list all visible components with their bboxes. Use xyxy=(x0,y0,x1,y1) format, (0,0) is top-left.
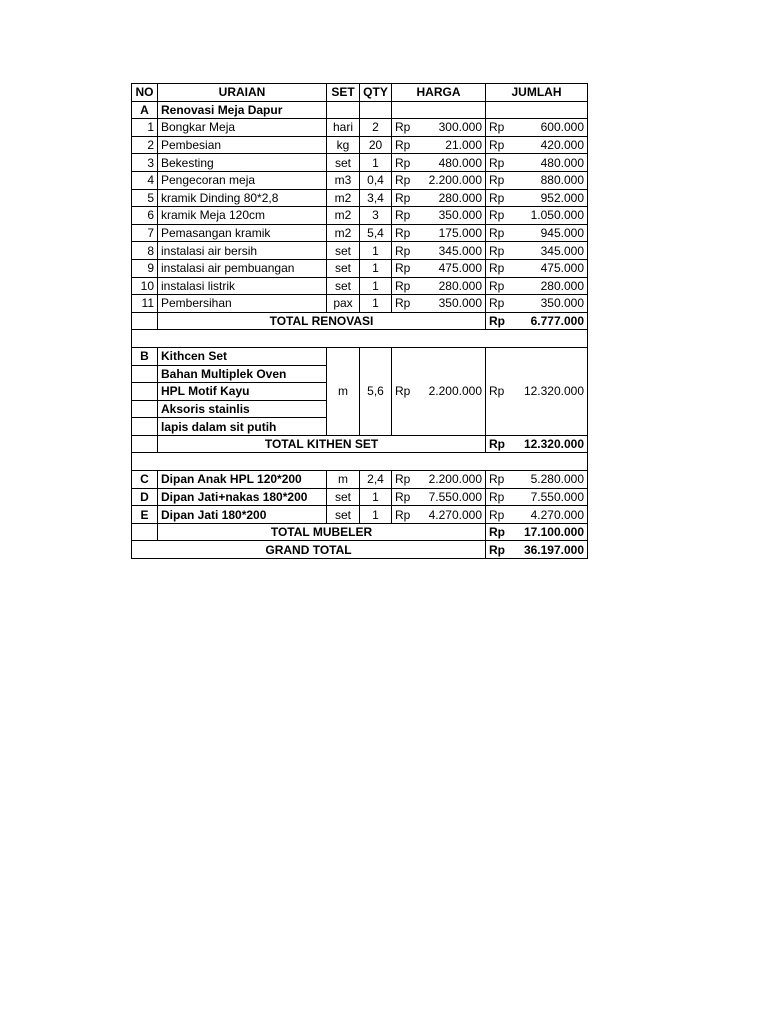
cost-table xyxy=(131,83,588,559)
currency: Rp xyxy=(395,190,411,205)
currency: Rp xyxy=(489,489,505,504)
table-row xyxy=(132,171,588,189)
table-row xyxy=(132,277,588,295)
currency: Rp xyxy=(395,243,411,258)
row-no: 11 xyxy=(132,295,158,313)
total-mubeler-value: 17.100.000 xyxy=(523,525,584,540)
row-set: m2 xyxy=(327,224,360,242)
row-no: 5 xyxy=(132,189,158,207)
row-no: 8 xyxy=(132,242,158,260)
row-jumlah: 5.280.000 xyxy=(530,472,584,487)
row-harga: 300.000 xyxy=(438,120,482,135)
section-a-total xyxy=(132,312,588,347)
section-totals xyxy=(132,523,588,558)
section-a xyxy=(132,101,588,312)
section-b-qty: 5,6 xyxy=(360,347,392,435)
currency: Rp xyxy=(395,226,411,241)
section-b-item: Kithcen Set xyxy=(158,347,327,365)
total-mubeler-row xyxy=(132,523,588,541)
currency: Rp xyxy=(489,190,505,205)
currency: Rp xyxy=(395,120,411,135)
row-uraian: Bekesting xyxy=(158,154,327,172)
row-qty: 1 xyxy=(360,488,392,506)
row-harga: 350.000 xyxy=(438,208,482,223)
row-set: set xyxy=(327,259,360,277)
section-mubeler xyxy=(132,471,588,524)
row-jumlah: 350.000 xyxy=(540,296,584,311)
total-mubeler-label: TOTAL MUBELER xyxy=(158,523,486,541)
row-qty: 1 xyxy=(360,154,392,172)
row-set: set xyxy=(327,154,360,172)
currency: Rp xyxy=(395,472,411,487)
row-no: E xyxy=(132,506,158,524)
table-row xyxy=(132,471,588,489)
row-jumlah: 7.550.000 xyxy=(530,489,584,504)
section-b-harga: 2.200.000 xyxy=(428,384,482,399)
row-no: 4 xyxy=(132,171,158,189)
row-qty: 5,4 xyxy=(360,224,392,242)
currency: Rp xyxy=(395,384,411,399)
row-no: C xyxy=(132,471,158,489)
section-b-row xyxy=(132,347,588,365)
row-qty: 20 xyxy=(360,136,392,154)
row-uraian: kramik Meja 120cm xyxy=(158,207,327,225)
row-harga: 2.200.000 xyxy=(428,472,482,487)
total-kitchen-row xyxy=(132,435,588,453)
currency: Rp xyxy=(395,489,411,504)
row-set: set xyxy=(327,506,360,524)
row-qty: 3 xyxy=(360,207,392,225)
row-uraian: Dipan Jati+nakas 180*200 xyxy=(158,488,327,506)
total-renovasi-row xyxy=(132,312,588,330)
row-no: 7 xyxy=(132,224,158,242)
row-jumlah: 600.000 xyxy=(540,120,584,135)
header-uraian: URAIAN xyxy=(158,84,327,102)
currency: Rp xyxy=(395,278,411,293)
row-uraian: instalasi air pembuangan xyxy=(158,259,327,277)
currency: Rp xyxy=(395,208,411,223)
row-uraian: Dipan Anak HPL 120*200 xyxy=(158,471,327,489)
currency: Rp xyxy=(395,155,411,170)
row-jumlah: 4.270.000 xyxy=(530,507,584,522)
section-a-title-row xyxy=(132,101,588,119)
section-b-item: lapis dalam sit putih xyxy=(158,418,327,436)
currency: Rp xyxy=(489,314,505,329)
row-set: set xyxy=(327,277,360,295)
row-harga: 280.000 xyxy=(438,278,482,293)
row-harga: 345.000 xyxy=(438,243,482,258)
section-b-jumlah: 12.320.000 xyxy=(523,384,584,399)
row-qty: 2 xyxy=(360,119,392,137)
table-row xyxy=(132,136,588,154)
currency: Rp xyxy=(395,138,411,153)
table-row xyxy=(132,154,588,172)
row-jumlah: 345.000 xyxy=(540,243,584,258)
row-qty: 1 xyxy=(360,242,392,260)
row-set: kg xyxy=(327,136,360,154)
row-uraian: instalasi listrik xyxy=(158,277,327,295)
row-harga: 350.000 xyxy=(438,296,482,311)
header-no: NO xyxy=(132,84,158,102)
row-set: pax xyxy=(327,295,360,313)
section-a-code: A xyxy=(132,101,158,119)
section-b-set: m xyxy=(327,347,360,435)
currency: Rp xyxy=(395,296,411,311)
currency: Rp xyxy=(395,507,411,522)
row-jumlah: 945.000 xyxy=(540,226,584,241)
row-no: 6 xyxy=(132,207,158,225)
row-no: 3 xyxy=(132,154,158,172)
row-jumlah: 1.050.000 xyxy=(530,208,584,223)
row-harga: 280.000 xyxy=(438,190,482,205)
spacer-row xyxy=(132,330,588,348)
row-no: 2 xyxy=(132,136,158,154)
row-uraian: instalasi air bersih xyxy=(158,242,327,260)
header-row xyxy=(132,84,588,102)
header-qty: QTY xyxy=(360,84,392,102)
row-set: m3 xyxy=(327,171,360,189)
table-row xyxy=(132,259,588,277)
row-set: set xyxy=(327,242,360,260)
table-row xyxy=(132,189,588,207)
currency: Rp xyxy=(489,208,505,223)
currency: Rp xyxy=(489,542,505,557)
row-harga: 480.000 xyxy=(438,155,482,170)
currency: Rp xyxy=(489,261,505,276)
row-harga: 21.000 xyxy=(445,138,482,153)
row-uraian: Pemasangan kramik xyxy=(158,224,327,242)
section-b-item: HPL Motif Kayu xyxy=(158,383,327,401)
row-no: 10 xyxy=(132,277,158,295)
grand-total-row xyxy=(132,541,588,559)
currency: Rp xyxy=(489,472,505,487)
currency: Rp xyxy=(489,120,505,135)
header-set: SET xyxy=(327,84,360,102)
row-harga: 475.000 xyxy=(438,261,482,276)
section-b xyxy=(132,347,588,470)
grand-total-label: GRAND TOTAL xyxy=(132,541,486,559)
section-b-code: B xyxy=(132,347,158,365)
table-row xyxy=(132,224,588,242)
row-no: D xyxy=(132,488,158,506)
header-harga: HARGA xyxy=(392,84,486,102)
row-harga: 2.200.000 xyxy=(428,173,482,188)
currency: Rp xyxy=(489,384,505,399)
row-qty: 0,4 xyxy=(360,171,392,189)
grand-total-value: 36.197.000 xyxy=(523,542,584,557)
currency: Rp xyxy=(489,226,505,241)
row-qty: 1 xyxy=(360,259,392,277)
row-jumlah: 952.000 xyxy=(540,190,584,205)
total-renovasi-label: TOTAL RENOVASI xyxy=(158,312,486,330)
row-no: 1 xyxy=(132,119,158,137)
table-row xyxy=(132,119,588,137)
cost-estimate-sheet xyxy=(131,83,588,559)
row-qty: 1 xyxy=(360,295,392,313)
row-set: m2 xyxy=(327,189,360,207)
table-row xyxy=(132,295,588,313)
total-kitchen-value: 12.320.000 xyxy=(523,437,584,452)
currency: Rp xyxy=(489,243,505,258)
row-qty: 1 xyxy=(360,277,392,295)
currency: Rp xyxy=(395,261,411,276)
spacer-row xyxy=(132,453,588,471)
row-qty: 3,4 xyxy=(360,189,392,207)
currency: Rp xyxy=(489,138,505,153)
table-row xyxy=(132,207,588,225)
total-kitchen-label: TOTAL KITHEN SET xyxy=(158,435,486,453)
row-jumlah: 880.000 xyxy=(540,173,584,188)
currency: Rp xyxy=(489,507,505,522)
row-uraian: Bongkar Meja xyxy=(158,119,327,137)
row-jumlah: 420.000 xyxy=(540,138,584,153)
row-set: hari xyxy=(327,119,360,137)
row-set: m xyxy=(327,471,360,489)
row-qty: 1 xyxy=(360,506,392,524)
currency: Rp xyxy=(489,173,505,188)
currency: Rp xyxy=(395,173,411,188)
row-uraian: Pembersihan xyxy=(158,295,327,313)
row-set: set xyxy=(327,488,360,506)
row-harga: 4.270.000 xyxy=(428,507,482,522)
section-a-title: Renovasi Meja Dapur xyxy=(158,101,327,119)
section-b-item: Aksoris stainlis xyxy=(158,400,327,418)
row-no: 9 xyxy=(132,259,158,277)
currency: Rp xyxy=(489,525,505,540)
currency: Rp xyxy=(489,278,505,293)
table-row xyxy=(132,488,588,506)
header-jumlah: JUMLAH xyxy=(486,84,588,102)
row-set: m2 xyxy=(327,207,360,225)
row-uraian: Pembesian xyxy=(158,136,327,154)
row-uraian: Pengecoran meja xyxy=(158,171,327,189)
row-jumlah: 280.000 xyxy=(540,278,584,293)
total-renovasi-value: 6.777.000 xyxy=(530,314,584,329)
currency: Rp xyxy=(489,296,505,311)
row-harga: 175.000 xyxy=(438,226,482,241)
currency: Rp xyxy=(489,155,505,170)
section-b-item: Bahan Multiplek Oven xyxy=(158,365,327,383)
table-row xyxy=(132,242,588,260)
row-jumlah: 480.000 xyxy=(540,155,584,170)
table-row xyxy=(132,506,588,524)
currency: Rp xyxy=(489,437,505,452)
row-jumlah: 475.000 xyxy=(540,261,584,276)
row-qty: 2,4 xyxy=(360,471,392,489)
row-uraian: kramik Dinding 80*2,8 xyxy=(158,189,327,207)
row-harga: 7.550.000 xyxy=(428,489,482,504)
row-uraian: Dipan Jati 180*200 xyxy=(158,506,327,524)
